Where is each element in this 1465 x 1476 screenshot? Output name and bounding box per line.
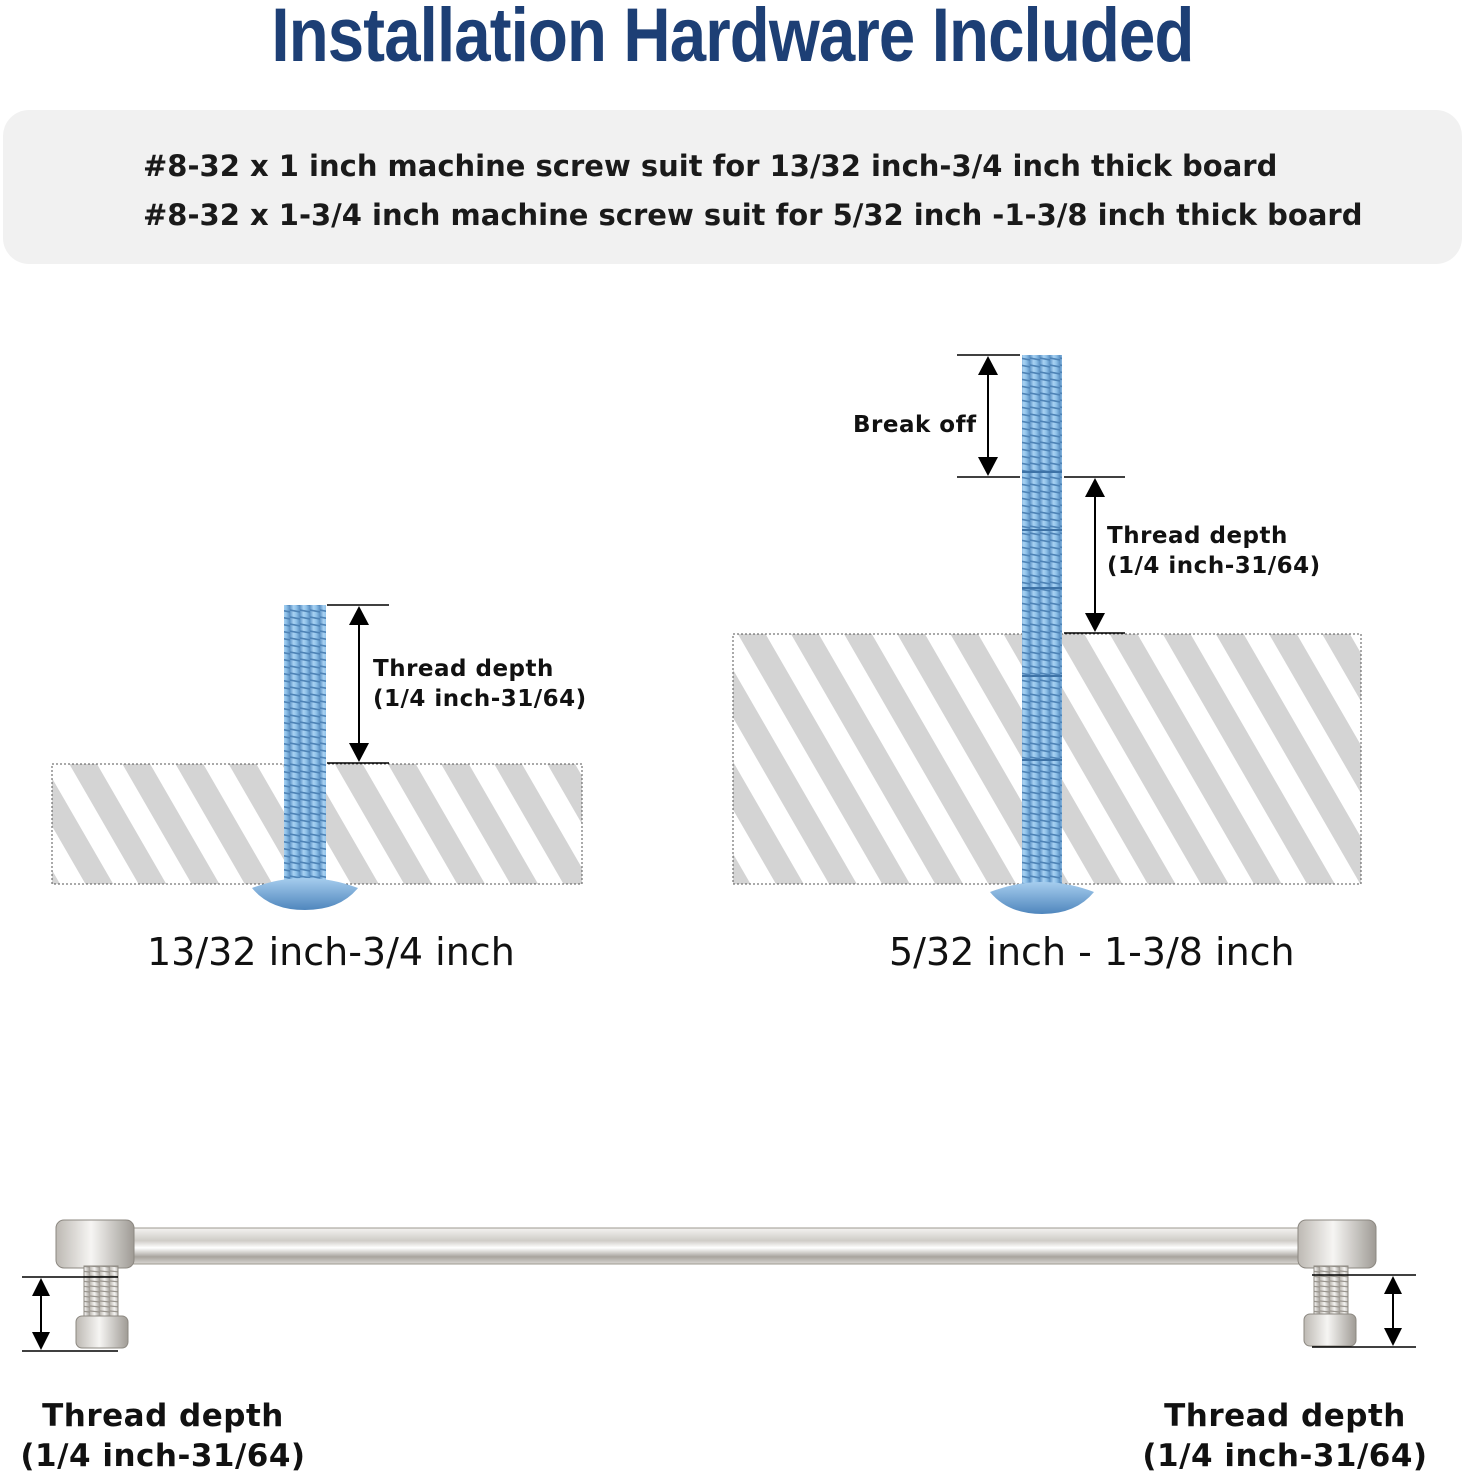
handle-left-thread-depth-range: (1/4 inch-31/64) (20, 1438, 306, 1474)
cabinet-handle (22, 1220, 1416, 1351)
spec-line-long-screw: #8-32 x 1-3/4 inch machine screw suit for 5/32 inch -1-3/8 inch thick board (143, 198, 1363, 232)
arrow-up-icon (32, 1278, 50, 1296)
spec-line-short-screw: #8-32 x 1 inch machine screw suit for 13/32 inch-3/4 inch thick board (143, 149, 1278, 183)
short-screw-shaft (284, 605, 326, 885)
arrow-down-icon (978, 457, 998, 476)
long-board-thickness-caption: 5/32 inch - 1-3/8 inch (889, 930, 1295, 974)
arrow-down-icon (349, 743, 369, 762)
short-screw-diagram (52, 605, 582, 910)
arrow-up-icon (978, 356, 998, 375)
arrow-up-icon (1384, 1276, 1402, 1294)
handle-right-thread-depth-range: (1/4 inch-31/64) (1142, 1438, 1428, 1474)
arrow-down-icon (1085, 613, 1105, 632)
handle-post-left (84, 1266, 118, 1322)
long-screw-head (990, 882, 1094, 914)
long-screw-diagram (733, 355, 1361, 914)
long-thread-depth-label: Thread depth (1107, 523, 1288, 549)
break-off-label: Break off (853, 412, 977, 438)
short-thread-depth-range: (1/4 inch-31/64) (373, 686, 587, 712)
handle-left-thread-depth-label: Thread depth (42, 1398, 284, 1434)
handle-post-foot-right (1304, 1314, 1356, 1346)
page-title: Installation Hardware Included (271, 0, 1194, 78)
arrow-up-icon (1085, 478, 1105, 497)
short-board-thickness-caption: 13/32 inch-3/4 inch (147, 930, 515, 974)
arrow-up-icon (349, 606, 369, 625)
arrow-down-icon (32, 1332, 50, 1350)
arrow-down-icon (1384, 1328, 1402, 1346)
long-thread-depth-range: (1/4 inch-31/64) (1107, 553, 1321, 579)
handle-end-cap-right (1298, 1220, 1376, 1268)
handle-bar (120, 1228, 1325, 1264)
handle-right-thread-depth-label: Thread depth (1164, 1398, 1406, 1434)
short-thread-depth-label: Thread depth (373, 656, 554, 682)
handle-post-foot-left (76, 1316, 128, 1348)
handle-end-cap-left (56, 1220, 134, 1268)
long-screw-shaft (1022, 355, 1062, 890)
